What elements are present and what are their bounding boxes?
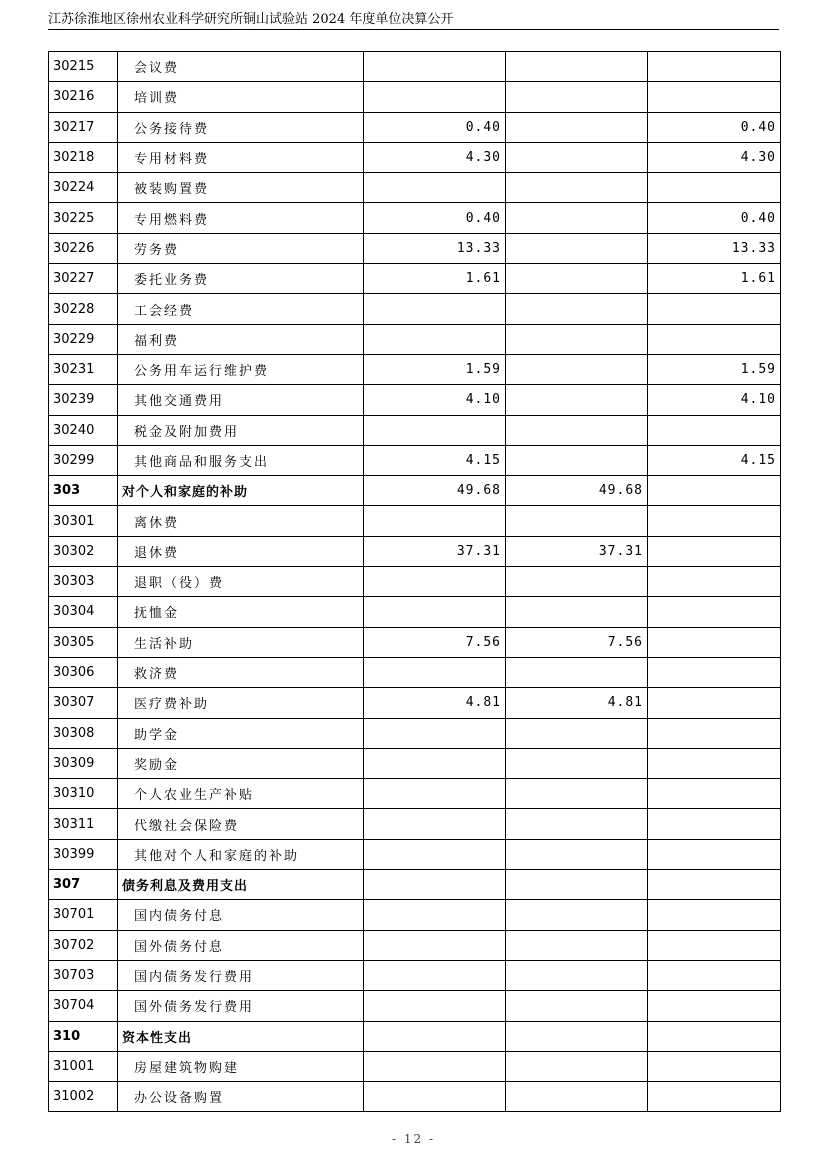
total-cell <box>364 900 506 930</box>
basic-expenditure-cell <box>506 173 648 203</box>
total-cell <box>364 870 506 900</box>
subject-name-cell: 办公设备购置 <box>118 1082 364 1112</box>
project-expenditure-cell <box>648 960 781 990</box>
table-row <box>49 536 781 566</box>
total-cell <box>364 52 506 82</box>
table-row <box>49 748 781 778</box>
total-cell <box>364 809 506 839</box>
total-cell: 0.40 <box>364 203 506 233</box>
basic-expenditure-cell <box>506 930 648 960</box>
total-cell <box>364 930 506 960</box>
basic-expenditure-cell <box>506 1021 648 1051</box>
project-expenditure-cell: 4.15 <box>648 445 781 475</box>
subject-name-cell: 生活补助 <box>118 627 364 657</box>
total-cell: 13.33 <box>364 233 506 263</box>
subject-code-cell: 30299 <box>49 445 118 475</box>
total-cell <box>364 415 506 445</box>
subject-code-cell: 30226 <box>49 233 118 263</box>
basic-expenditure-cell <box>506 82 648 112</box>
subject-name-cell: 资本性支出 <box>118 1021 364 1051</box>
page-number: - 12 - <box>391 1132 435 1146</box>
subject-code-cell: 30215 <box>49 52 118 82</box>
project-expenditure-cell: 4.30 <box>648 142 781 172</box>
subject-code-cell: 30218 <box>49 142 118 172</box>
table-row <box>49 203 781 233</box>
subject-name-cell: 会议费 <box>118 52 364 82</box>
table-row <box>49 233 781 263</box>
basic-expenditure-cell <box>506 597 648 627</box>
subject-name-cell: 救济费 <box>118 657 364 687</box>
subject-name-cell: 专用材料费 <box>118 142 364 172</box>
subject-name-cell: 专用燃料费 <box>118 203 364 233</box>
basic-expenditure-cell: 37.31 <box>506 536 648 566</box>
project-expenditure-cell <box>648 809 781 839</box>
subject-name-cell: 个人农业生产补贴 <box>118 779 364 809</box>
total-cell <box>364 1051 506 1081</box>
basic-expenditure-cell <box>506 779 648 809</box>
basic-expenditure-cell: 7.56 <box>506 627 648 657</box>
table-row <box>49 385 781 415</box>
subject-code-cell: 30305 <box>49 627 118 657</box>
project-expenditure-cell <box>648 748 781 778</box>
project-expenditure-cell <box>648 1021 781 1051</box>
subject-code-cell: 30217 <box>49 112 118 142</box>
project-expenditure-cell <box>648 324 781 354</box>
total-cell: 1.59 <box>364 354 506 384</box>
table-row <box>49 415 781 445</box>
subject-code-cell: 31001 <box>49 1051 118 1081</box>
total-cell <box>364 82 506 112</box>
subject-name-cell: 房屋建筑物购建 <box>118 1051 364 1081</box>
subject-name-cell: 国外债务发行费用 <box>118 991 364 1021</box>
subject-code-cell: 310 <box>49 1021 118 1051</box>
basic-expenditure-cell: 49.68 <box>506 476 648 506</box>
table-row <box>49 779 781 809</box>
table-row <box>49 960 781 990</box>
subject-name-cell: 退职（役）费 <box>118 567 364 597</box>
total-cell <box>364 294 506 324</box>
basic-expenditure-cell <box>506 233 648 263</box>
subject-name-cell: 离休费 <box>118 506 364 536</box>
project-expenditure-cell: 0.40 <box>648 203 781 233</box>
subject-code-cell: 30225 <box>49 203 118 233</box>
basic-expenditure-cell <box>506 839 648 869</box>
subject-name-cell: 税金及附加费用 <box>118 415 364 445</box>
table-row <box>49 1082 781 1112</box>
subject-code-cell: 31002 <box>49 1082 118 1112</box>
basic-expenditure-cell: 4.81 <box>506 688 648 718</box>
subject-code-cell: 30216 <box>49 82 118 112</box>
table-row <box>49 445 781 475</box>
total-cell <box>364 718 506 748</box>
table-row <box>49 991 781 1021</box>
subject-code-cell: 30399 <box>49 839 118 869</box>
subject-name-cell: 公务接待费 <box>118 112 364 142</box>
basic-expenditure-cell <box>506 264 648 294</box>
subject-code-cell: 30307 <box>49 688 118 718</box>
subject-code-cell: 30703 <box>49 960 118 990</box>
table-row <box>49 718 781 748</box>
subject-name-cell: 债务利息及费用支出 <box>118 870 364 900</box>
subject-code-cell: 30309 <box>49 748 118 778</box>
subject-name-cell: 被装购置费 <box>118 173 364 203</box>
total-cell <box>364 779 506 809</box>
subject-code-cell: 30229 <box>49 324 118 354</box>
subject-code-cell: 30240 <box>49 415 118 445</box>
project-expenditure-cell: 1.59 <box>648 354 781 384</box>
table-row <box>49 324 781 354</box>
total-cell: 37.31 <box>364 536 506 566</box>
project-expenditure-cell <box>648 506 781 536</box>
subject-name-cell: 国内债务发行费用 <box>118 960 364 990</box>
total-cell <box>364 1082 506 1112</box>
subject-code-cell: 30303 <box>49 567 118 597</box>
subject-name-cell: 其他交通费用 <box>118 385 364 415</box>
basic-expenditure-cell <box>506 294 648 324</box>
basic-expenditure-cell <box>506 657 648 687</box>
project-expenditure-cell <box>648 900 781 930</box>
subject-code-cell: 30227 <box>49 264 118 294</box>
subject-name-cell: 工会经费 <box>118 294 364 324</box>
basic-expenditure-cell <box>506 52 648 82</box>
table-row <box>49 930 781 960</box>
basic-expenditure-cell <box>506 809 648 839</box>
table-row <box>49 354 781 384</box>
project-expenditure-cell <box>648 1082 781 1112</box>
category-row <box>49 1021 781 1051</box>
table-row <box>49 52 781 82</box>
subject-code-cell: 30228 <box>49 294 118 324</box>
basic-expenditure-cell <box>506 1051 648 1081</box>
subject-name-cell: 委托业务费 <box>118 264 364 294</box>
table-row <box>49 173 781 203</box>
project-expenditure-cell <box>648 82 781 112</box>
project-expenditure-cell <box>648 1051 781 1081</box>
category-row <box>49 476 781 506</box>
table-row <box>49 82 781 112</box>
total-cell: 1.61 <box>364 264 506 294</box>
table-row <box>49 264 781 294</box>
basic-expenditure-cell <box>506 415 648 445</box>
subject-code-cell: 303 <box>49 476 118 506</box>
total-cell <box>364 506 506 536</box>
basic-expenditure-cell <box>506 960 648 990</box>
project-expenditure-cell <box>648 597 781 627</box>
expenditure-table <box>48 51 781 1112</box>
basic-expenditure-cell <box>506 718 648 748</box>
project-expenditure-cell <box>648 870 781 900</box>
project-expenditure-cell <box>648 991 781 1021</box>
table-row <box>49 567 781 597</box>
total-cell: 4.81 <box>364 688 506 718</box>
project-expenditure-cell <box>648 930 781 960</box>
project-expenditure-cell <box>648 567 781 597</box>
project-expenditure-cell <box>648 476 781 506</box>
total-cell <box>364 839 506 869</box>
table-row <box>49 112 781 142</box>
table-row <box>49 1051 781 1081</box>
subject-name-cell: 抚恤金 <box>118 597 364 627</box>
basic-expenditure-cell <box>506 748 648 778</box>
subject-code-cell: 30301 <box>49 506 118 536</box>
subject-name-cell: 医疗费补助 <box>118 688 364 718</box>
subject-name-cell: 培训费 <box>118 82 364 112</box>
table-row <box>49 597 781 627</box>
total-cell: 4.15 <box>364 445 506 475</box>
subject-code-cell: 30701 <box>49 900 118 930</box>
subject-code-cell: 30308 <box>49 718 118 748</box>
subject-code-cell: 30302 <box>49 536 118 566</box>
page-header: 江苏徐淮地区徐州农业科学研究所铜山试验站 2024 年度单位决算公开 <box>48 11 779 30</box>
subject-code-cell: 30704 <box>49 991 118 1021</box>
project-expenditure-cell <box>648 779 781 809</box>
project-expenditure-cell: 13.33 <box>648 233 781 263</box>
project-expenditure-cell <box>648 718 781 748</box>
project-expenditure-cell <box>648 688 781 718</box>
project-expenditure-cell <box>648 52 781 82</box>
basic-expenditure-cell <box>506 506 648 536</box>
basic-expenditure-cell <box>506 324 648 354</box>
total-cell: 4.10 <box>364 385 506 415</box>
basic-expenditure-cell <box>506 142 648 172</box>
total-cell <box>364 960 506 990</box>
subject-name-cell: 奖励金 <box>118 748 364 778</box>
basic-expenditure-cell <box>506 1082 648 1112</box>
table-row <box>49 506 781 536</box>
basic-expenditure-cell <box>506 870 648 900</box>
subject-code-cell: 30310 <box>49 779 118 809</box>
subject-name-cell: 劳务费 <box>118 233 364 263</box>
subject-name-cell: 其他对个人和家庭的补助 <box>118 839 364 869</box>
basic-expenditure-cell <box>506 900 648 930</box>
total-cell <box>364 597 506 627</box>
basic-expenditure-cell <box>506 112 648 142</box>
table-row <box>49 839 781 869</box>
subject-name-cell: 其他商品和服务支出 <box>118 445 364 475</box>
project-expenditure-cell <box>648 657 781 687</box>
total-cell <box>364 748 506 778</box>
subject-code-cell: 30231 <box>49 354 118 384</box>
basic-expenditure-cell <box>506 991 648 1021</box>
basic-expenditure-cell <box>506 567 648 597</box>
table-row <box>49 627 781 657</box>
subject-name-cell: 国内债务付息 <box>118 900 364 930</box>
subject-code-cell: 30239 <box>49 385 118 415</box>
table-row <box>49 657 781 687</box>
subject-name-cell: 助学金 <box>118 718 364 748</box>
project-expenditure-cell <box>648 173 781 203</box>
basic-expenditure-cell <box>506 203 648 233</box>
total-cell: 4.30 <box>364 142 506 172</box>
basic-expenditure-cell <box>506 385 648 415</box>
subject-name-cell: 公务用车运行维护费 <box>118 354 364 384</box>
subject-code-cell: 307 <box>49 870 118 900</box>
project-expenditure-cell: 0.40 <box>648 112 781 142</box>
expenditure-table-body <box>49 52 781 1112</box>
table-row <box>49 809 781 839</box>
project-expenditure-cell: 1.61 <box>648 264 781 294</box>
table-row <box>49 688 781 718</box>
project-expenditure-cell <box>648 536 781 566</box>
project-expenditure-cell <box>648 415 781 445</box>
total-cell <box>364 991 506 1021</box>
total-cell <box>364 173 506 203</box>
subject-code-cell: 30702 <box>49 930 118 960</box>
project-expenditure-cell <box>648 294 781 324</box>
project-expenditure-cell: 4.10 <box>648 385 781 415</box>
subject-name-cell: 代缴社会保险费 <box>118 809 364 839</box>
project-expenditure-cell <box>648 627 781 657</box>
subject-code-cell: 30306 <box>49 657 118 687</box>
table-row <box>49 142 781 172</box>
project-expenditure-cell <box>648 839 781 869</box>
subject-code-cell: 30304 <box>49 597 118 627</box>
table-row <box>49 294 781 324</box>
total-cell <box>364 567 506 597</box>
table-row <box>49 900 781 930</box>
total-cell: 7.56 <box>364 627 506 657</box>
subject-name-cell: 福利费 <box>118 324 364 354</box>
category-row <box>49 870 781 900</box>
total-cell: 0.40 <box>364 112 506 142</box>
subject-code-cell: 30311 <box>49 809 118 839</box>
basic-expenditure-cell <box>506 354 648 384</box>
total-cell: 49.68 <box>364 476 506 506</box>
subject-name-cell: 退休费 <box>118 536 364 566</box>
total-cell <box>364 324 506 354</box>
basic-expenditure-cell <box>506 445 648 475</box>
total-cell <box>364 657 506 687</box>
subject-name-cell: 对个人和家庭的补助 <box>118 476 364 506</box>
subject-name-cell: 国外债务付息 <box>118 930 364 960</box>
total-cell <box>364 1021 506 1051</box>
subject-code-cell: 30224 <box>49 173 118 203</box>
